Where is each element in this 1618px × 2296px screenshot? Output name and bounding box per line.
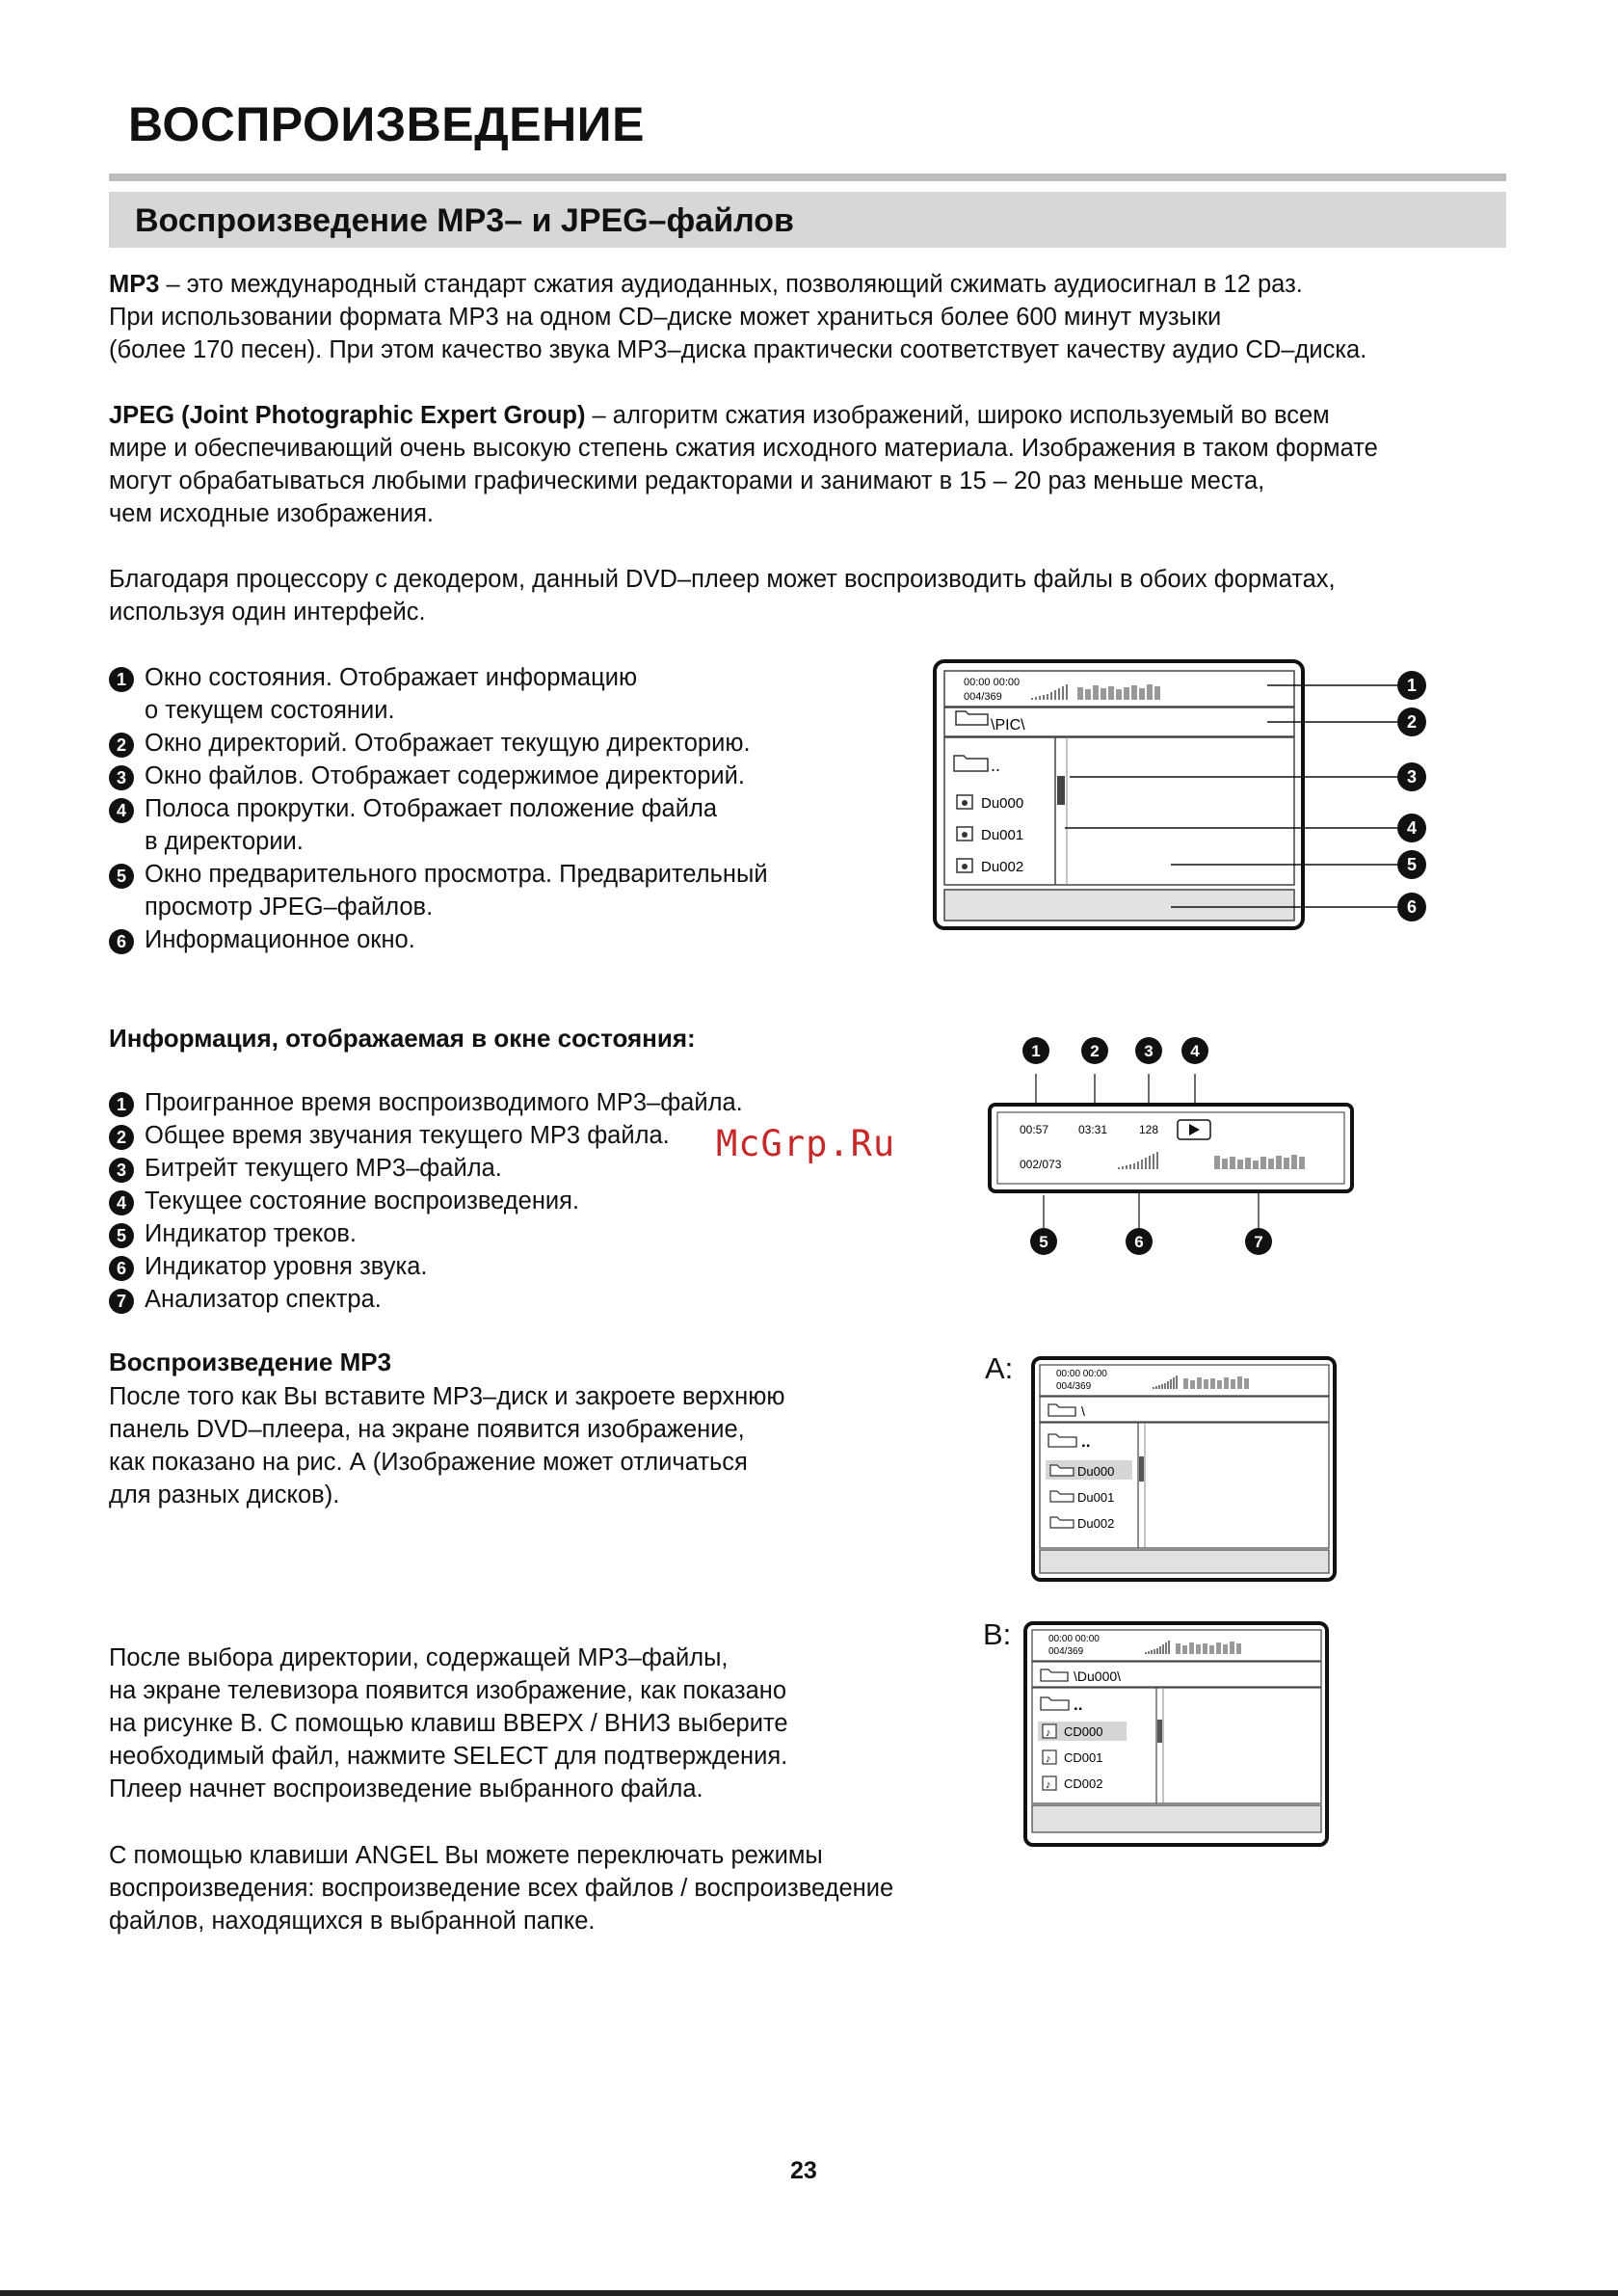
status-counter: 004/369 [964, 691, 1002, 703]
figure-status-window [983, 1031, 1368, 1263]
list-item: 4 Текущее состояние воспроизведения. [109, 1185, 743, 1217]
svg-text:3: 3 [1406, 767, 1418, 787]
callout-5 [1397, 850, 1426, 879]
svg-text:1: 1 [1406, 676, 1418, 695]
page-title: ВОСПРОИЗВЕДЕНИЕ [128, 97, 645, 151]
current-path: \PIC\ [991, 717, 1025, 734]
callout-6 [1397, 893, 1426, 921]
list-item: 5 Окно предварительного просмотра. Предварительный просмотр JPEG–файлов. [109, 858, 768, 923]
callout-1 [1397, 671, 1426, 700]
svg-text:Du001: Du001 [981, 827, 1024, 843]
mp3-heading: Воспроизведение МР3 [109, 1348, 392, 1376]
svg-text:Du000: Du000 [1077, 1464, 1115, 1479]
music-file-item [1043, 1776, 1102, 1791]
scrollbar-thumb [1139, 1456, 1144, 1482]
list-item: 6 Информационное окно. [109, 923, 768, 956]
svg-text:3: 3 [1144, 1042, 1154, 1060]
music-file-item [1043, 1724, 1102, 1739]
mp3-term: МР3 [109, 271, 160, 298]
svg-text:7: 7 [1254, 1233, 1263, 1251]
svg-text:6: 6 [1406, 897, 1418, 917]
svg-text:1: 1 [1031, 1042, 1041, 1060]
svg-text:5: 5 [1039, 1233, 1048, 1251]
svg-text:5: 5 [1406, 855, 1418, 874]
svg-text:004/369: 004/369 [1048, 1646, 1084, 1657]
svg-text:Du002: Du002 [1077, 1516, 1115, 1531]
callout-6 [1126, 1228, 1153, 1255]
list-item: 2 Окно директорий. Отображает текущую директорию. [109, 727, 768, 760]
svg-text:6: 6 [1134, 1233, 1144, 1251]
callout-2 [1397, 707, 1426, 736]
svg-text:00:00 00:00: 00:00 00:00 [1048, 1634, 1100, 1644]
page-number: 23 [790, 2157, 817, 2184]
svg-text:♪: ♪ [1046, 1753, 1051, 1765]
svg-text:Du000: Du000 [981, 795, 1024, 812]
svg-text:♪: ♪ [1046, 1779, 1051, 1791]
callout-1 [1022, 1037, 1049, 1064]
mp3-paragraph-1: После того как Вы вставите МР3–диск и закроете верхнюю панель DVD–плеера, на экране появится изображение, как показано на рис. А (Изображение может отличаться для разных дисков). [109, 1383, 785, 1508]
section-title: Воспроизведение МР3– и JPEG–файлов [135, 202, 794, 239]
list-item: 4 Полоса прокрутки. Отображает положение файла в директории. [109, 792, 768, 858]
callout-4 [1181, 1037, 1208, 1064]
figure-browser-jpeg [925, 655, 1465, 945]
callout-4 [1397, 814, 1426, 842]
file-item [957, 827, 1023, 843]
info-window [1032, 1805, 1321, 1832]
window-list [109, 661, 768, 956]
scrollbar-thumb [1157, 1720, 1162, 1743]
svg-text:\Du000\: \Du000\ [1074, 1669, 1122, 1684]
list-item: 3 Битрейт текущего МР3–файла. [109, 1152, 743, 1185]
svg-text:..: .. [1081, 1432, 1091, 1451]
title-rule [109, 174, 1506, 181]
svg-text:2: 2 [1090, 1042, 1100, 1060]
svg-text:\: \ [1081, 1403, 1085, 1419]
svg-text:Du002: Du002 [981, 859, 1024, 875]
callout-5 [1030, 1228, 1057, 1255]
list-item: 5 Индикатор треков. [109, 1217, 743, 1250]
mp3-paragraph-2: После выбора директории, содержащей МР3–файлы, на экране телевизора появится изображение, как показано на рисунке В. С помощью клавиш ВВЕРХ / ВНИЗ выберите необходимый файл, нажмите SELECT для подтверждения. Плеер начнет воспроизведение выбранного файла. [109, 1644, 788, 1802]
callout-7 [1245, 1228, 1272, 1255]
jpeg-term: JPEG (Joint Photographic Expert Group) [109, 402, 586, 429]
svg-text:004/369: 004/369 [1056, 1381, 1092, 1392]
list-item: 7 Анализатор спектра. [109, 1283, 743, 1316]
figure-a-browser [1029, 1354, 1342, 1586]
svg-text:CD002: CD002 [1064, 1776, 1103, 1791]
file-item [957, 859, 1023, 875]
mp3-paragraph-3: С помощью клавиши ANGEL Вы можете переключать режимы воспроизведения: воспроизведение всех файлов / воспроизведение файлов, находящихся в выбранной папке. [109, 1842, 894, 1935]
list-item: 1 Проигранное время воспроизводимого МР3–файла. [109, 1086, 743, 1119]
status-heading: Информация, отображаемая в окне состояния: [109, 1024, 696, 1053]
mp3-intro: МР3 – это международный стандарт сжатия аудиоданных, позволяющий сжимать аудиосигнал в 12 раз. При использовании формата МР3 на одном CD–диске может храниться более 600 минут музыки (более 170 песен). При этом качество звука МР3–диска практически соответствует качеству аудио CD–диска. [109, 271, 1367, 363]
figure-b-browser [1021, 1619, 1335, 1851]
info-window [1040, 1550, 1329, 1573]
track-indicator: 002/073 [1020, 1158, 1062, 1171]
music-file-item [1043, 1750, 1102, 1765]
list-item: 6 Индикатор уровня звука. [109, 1250, 743, 1283]
list-item: 2 Общее время звучания текущего МР3 файла. [109, 1119, 743, 1152]
callout-2 [1081, 1037, 1108, 1064]
elapsed-time: 00:57 [1020, 1123, 1049, 1136]
bitrate: 128 [1139, 1123, 1159, 1136]
callout-3 [1135, 1037, 1162, 1064]
svg-text:4: 4 [1190, 1042, 1200, 1060]
file-item [957, 795, 1023, 812]
scrollbar-thumb [1057, 776, 1065, 805]
list-item: 3 Окно файлов. Отображает содержимое директорий. [109, 760, 768, 792]
info-window [944, 890, 1294, 921]
svg-text:♪: ♪ [1046, 1727, 1051, 1739]
watermark: McGrp.Ru [716, 1123, 896, 1164]
svg-text:Du001: Du001 [1077, 1490, 1115, 1505]
svg-text:CD000: CD000 [1064, 1724, 1103, 1739]
svg-text:00:00 00:00: 00:00 00:00 [1056, 1369, 1107, 1379]
svg-text:4: 4 [1406, 818, 1418, 838]
folder-icon [954, 756, 988, 771]
list-item: 1 Окно состояния. Отображает информацию о текущем состоянии. [109, 661, 768, 727]
figure-b-label: В: [983, 1617, 1012, 1651]
figure-a-label: А: [985, 1351, 1014, 1385]
svg-text:CD001: CD001 [1064, 1750, 1103, 1765]
parent-dir: .. [991, 756, 1001, 775]
callout-3 [1397, 762, 1426, 791]
dvd-intro: Благодаря процессору с декодером, данный DVD–плеер может воспроизводить файлы в обоих форматах, используя один интерфейс. [109, 566, 1336, 626]
total-time: 03:31 [1078, 1123, 1108, 1136]
svg-text:..: .. [1074, 1695, 1083, 1714]
jpeg-intro: JPEG (Joint Photographic Expert Group) – алгоритм сжатия изображений, широко используемый во всем мире и обеспечивающий очень высокую степень сжатия исходного материала. Изображения в таком формате могут обрабатываться любыми графическими редакторами и занимают в 15 – 20 раз меньше места, чем исходные изображения. [109, 402, 1378, 527]
svg-text:2: 2 [1406, 712, 1418, 732]
page-bottom-border [0, 2290, 1618, 2296]
status-list [109, 1086, 743, 1316]
status-time: 00:00 00:00 [964, 677, 1021, 688]
